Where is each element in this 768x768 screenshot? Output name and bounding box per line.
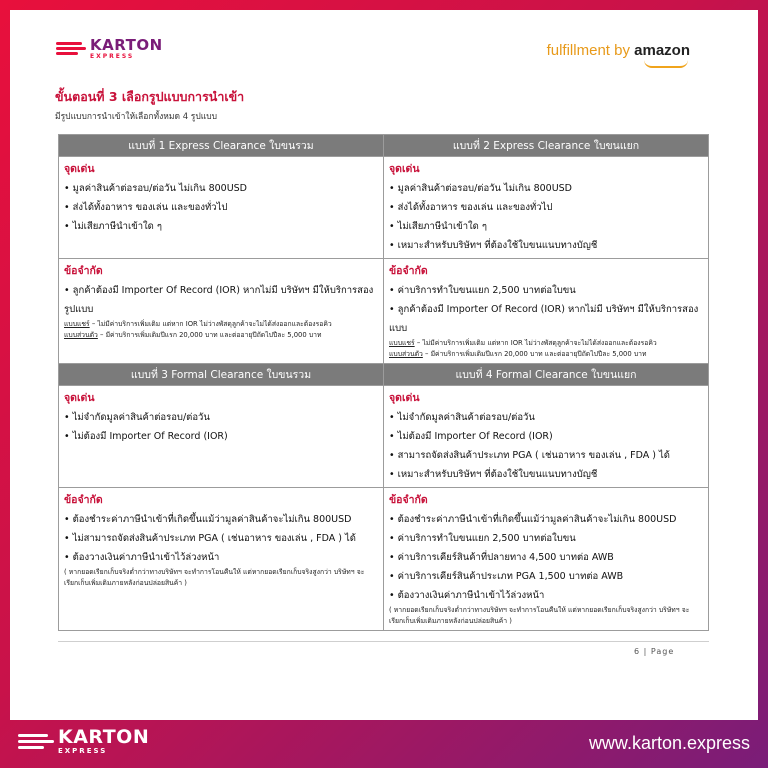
note-text: – ไม่มีค่าบริการเพิ่มเติม แต่หาก IOR ไม่ว่างพัสดุลูกค้าจะไม่ได้ส่งออกและต้องรอคิว bbox=[89, 320, 332, 328]
cons-item: • ค่าบริการทำใบขนแยก 2,500 บาทต่อใบขน bbox=[389, 285, 576, 296]
note-label: แบบแชร์ bbox=[64, 320, 90, 328]
footer-logo-subtitle: EXPRESS bbox=[58, 747, 108, 755]
note-text: – มีค่าบริการเพิ่มเติมปีแรก 20,000 บาท และต่ออายุปีถัดไปปีละ 5,000 บาท bbox=[97, 331, 322, 339]
option-3-cons bbox=[59, 488, 384, 631]
cons-item: • ต้องชำระค่าภาษีนำเข้าที่เกิดขึ้นแม้ว่ามูลค่าสินค้าจะไม่เกิน 800USD bbox=[64, 514, 352, 525]
cons-item: • ค่าบริการทำใบขนแยก 2,500 บาทต่อใบขน bbox=[389, 533, 576, 544]
option-4-cons bbox=[384, 488, 709, 631]
import-options-table bbox=[58, 134, 709, 631]
note-label: แบบส่วนตัว bbox=[389, 350, 423, 358]
pros-item: • เหมาะสำหรับบริษัทฯ ที่ต้องใช้ใบขนแนบทางบัญชี bbox=[389, 240, 598, 251]
pros-item: • ส่งได้ทั้งอาหาร ของเล่น และของทั่วไป bbox=[389, 202, 553, 213]
pros-item: • ส่งได้ทั้งอาหาร ของเล่น และของทั่วไป bbox=[64, 202, 228, 213]
logo-name: KARTON bbox=[90, 36, 163, 54]
pros-item: • ไม่ต้องมี Importer Of Record (IOR) bbox=[64, 431, 228, 442]
option-1-header: แบบที่ 1 Express Clearance ใบขนรวม bbox=[59, 135, 384, 157]
cons-item: • ไม่สามารถจัดส่งสินค้าประเภท PGA ( เช่นอาหาร ของเล่น , FDA ) ได้ bbox=[64, 533, 356, 544]
deposit-footnote: ( หากยอดเรียกเก็บจริงต่ำกว่าทางบริษัทฯ จะทำการโอนคืนให้ แต่หากยอดเรียกเก็บจริงสูงกว่า บริษัทฯ จะเรียกเก็บเพิ่มเติมภายหลังก่อนปล่อยสินค้า ) bbox=[389, 606, 690, 625]
ior-note bbox=[64, 330, 378, 341]
note-label: แบบส่วนตัว bbox=[64, 331, 98, 339]
step-title: ขั้นตอนที่ 3 เลือกรูปแบบการนำเข้า bbox=[55, 89, 245, 104]
cons-label: ข้อจำกัด bbox=[389, 265, 428, 277]
website-url[interactable]: www.karton.express bbox=[588, 733, 750, 753]
page-number: 6 | Page bbox=[634, 647, 675, 656]
cons-label: ข้อจำกัด bbox=[64, 494, 103, 506]
amazon-smile-icon bbox=[644, 60, 688, 68]
logo-speed-lines-icon bbox=[56, 40, 86, 58]
footer-karton-logo bbox=[18, 728, 149, 755]
note-text: – มีค่าบริการเพิ่มเติมปีแรก 20,000 บาท และต่ออายุปีถัดไปปีละ 5,000 บาท bbox=[422, 350, 647, 358]
pros-item: • สามารถจัดส่งสินค้าประเภท PGA ( เช่นอาหาร ของเล่น , FDA ) ได้ bbox=[389, 450, 670, 461]
cons-item: • ลูกค้าต้องมี Importer Of Record (IOR) หากไม่มี บริษัทฯ มีให้บริการสอง รูปแบบ bbox=[64, 285, 374, 315]
option-4-header: แบบที่ 4 Formal Clearance ใบขนแยก bbox=[384, 364, 709, 386]
pros-item: • ไม่ต้องมี Importer Of Record (IOR) bbox=[389, 431, 553, 442]
pros-item: • เหมาะสำหรับบริษัทฯ ที่ต้องใช้ใบขนแนบทางบัญชี bbox=[389, 469, 598, 480]
cons-item: • ต้องวางเงินค่าภาษีนำเข้าไว้ล่วงหน้า bbox=[389, 590, 545, 601]
option-1-pros bbox=[59, 157, 384, 259]
footer-logo-name: KARTON bbox=[58, 726, 150, 748]
option-1-cons bbox=[59, 259, 384, 364]
pros-item: • ไม่จำกัดมูลค่าสินค้าต่อรอบ/ต่อวัน bbox=[389, 412, 535, 423]
cons-item: • ลูกค้าต้องมี Importer Of Record (IOR) หากไม่มี บริษัทฯ มีให้บริการสอง แบบ bbox=[389, 304, 699, 334]
pros-item: • มูลค่าสินค้าต่อรอบ/ต่อวัน ไม่เกิน 800USD bbox=[389, 183, 573, 194]
option-3-pros bbox=[59, 386, 384, 488]
cons-label: ข้อจำกัด bbox=[389, 494, 428, 506]
pros-item: • ไม่จำกัดมูลค่าสินค้าต่อรอบ/ต่อวัน bbox=[64, 412, 210, 423]
option-2-cons bbox=[384, 259, 709, 364]
ior-note bbox=[389, 349, 703, 360]
deposit-footnote: ( หากยอดเรียกเก็บจริงต่ำกว่าทางบริษัทฯ จะทำการโอนคืนให้ แต่หากยอดเรียกเก็บจริงสูงกว่า บริษัทฯ จะเรียกเก็บเพิ่มเติมภายหลังก่อนปล่อยสินค้า ) bbox=[64, 568, 365, 587]
note-label: แบบแชร์ bbox=[389, 339, 415, 347]
cons-item: • ค่าบริการเคียร์สินค้าประเภท PGA 1,500 บาทต่อ AWB bbox=[389, 571, 624, 582]
ior-note bbox=[389, 338, 703, 349]
option-3-header: แบบที่ 3 Formal Clearance ใบขนรวม bbox=[59, 364, 384, 386]
option-4-pros bbox=[384, 386, 709, 488]
logo-subtitle: EXPRESS bbox=[90, 53, 135, 60]
step-subtitle: มีรูปแบบการนำเข้าให้เลือกทั้งหมด 4 รูปแบบ bbox=[55, 112, 218, 122]
karton-logo bbox=[56, 38, 163, 60]
pros-item: • ไม่เสียภาษีนำเข้าใด ๆ bbox=[64, 221, 162, 232]
pros-label: จุดเด่น bbox=[64, 163, 95, 175]
note-text: – ไม่มีค่าบริการเพิ่มเติม แต่หาก IOR ไม่ว่างพัสดุลูกค้าจะไม่ได้ส่งออกและต้องรอคิว bbox=[414, 339, 657, 347]
pros-item: • ไม่เสียภาษีนำเข้าใด ๆ bbox=[389, 221, 487, 232]
ior-note bbox=[64, 319, 378, 330]
pros-label: จุดเด่น bbox=[389, 392, 420, 404]
cons-item: • ค่าบริการเคียร์สินค้าที่ปลายทาง 4,500 บาทต่อ AWB bbox=[389, 552, 614, 563]
page-number-divider bbox=[58, 641, 709, 642]
option-2-header: แบบที่ 2 Express Clearance ใบขนแยก bbox=[384, 135, 709, 157]
fulfillment-prefix: fulfillment by bbox=[546, 42, 635, 59]
fulfillment-by-amazon-logo bbox=[547, 42, 690, 59]
cons-item: • ต้องวางเงินค่าภาษีนำเข้าไว้ล่วงหน้า bbox=[64, 552, 220, 563]
logo-speed-lines-icon bbox=[18, 731, 54, 753]
pros-item: • มูลค่าสินค้าต่อรอบ/ต่อวัน ไม่เกิน 800USD bbox=[64, 183, 248, 194]
cons-item: • ต้องชำระค่าภาษีนำเข้าที่เกิดขึ้นแม้ว่ามูลค่าสินค้าจะไม่เกิน 800USD bbox=[389, 514, 677, 525]
cons-label: ข้อจำกัด bbox=[64, 265, 103, 277]
pros-label: จุดเด่น bbox=[389, 163, 420, 175]
pros-label: จุดเด่น bbox=[64, 392, 95, 404]
option-2-pros bbox=[384, 157, 709, 259]
amazon-wordmark: amazon bbox=[634, 42, 690, 59]
